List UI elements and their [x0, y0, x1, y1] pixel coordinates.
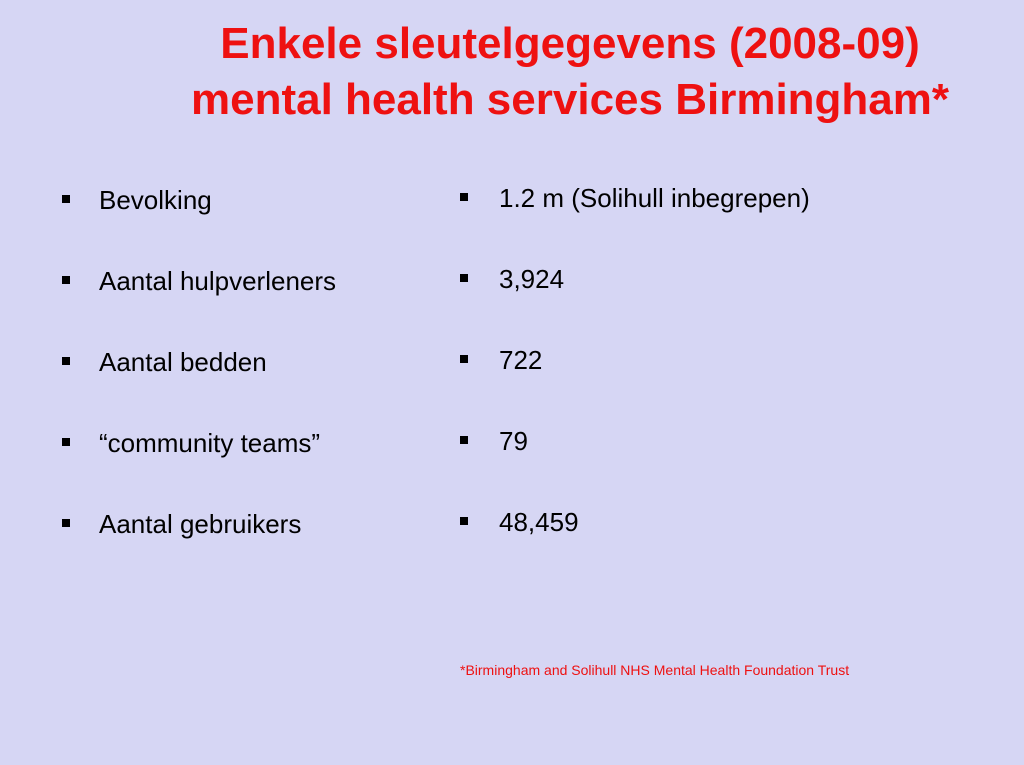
slide-title [90, 16, 1024, 128]
label-text: Bevolking [99, 185, 212, 215]
value-text: 48,459 [499, 507, 579, 537]
slide-title-line-2: mental health services Birmingham* [190, 75, 950, 124]
label-text: Aantal hulpverleners [99, 266, 337, 296]
square-bullet-icon [460, 436, 468, 444]
square-bullet-icon [62, 195, 70, 203]
value-text: 722 [499, 345, 543, 375]
square-bullet-icon [460, 517, 468, 525]
footnote: *Birmingham and Solihull NHS Mental Health Foundation Trust [460, 662, 850, 678]
label-text: Aantal bedden [99, 347, 267, 377]
square-bullet-icon [62, 519, 70, 527]
square-bullet-icon [460, 355, 468, 363]
value-text: 1.2 m (Solihull inbegrepen) [499, 183, 810, 213]
square-bullet-icon [460, 193, 468, 201]
slide-title-line-1: Enkele sleutelgegevens (2008-09) [220, 19, 920, 68]
label-text: “community teams” [99, 428, 321, 458]
square-bullet-icon [62, 276, 70, 284]
square-bullet-icon [62, 357, 70, 365]
value-text: 79 [499, 426, 528, 456]
label-text: Aantal gebruikers [99, 509, 302, 539]
value-text: 3,924 [499, 264, 565, 294]
square-bullet-icon [62, 438, 70, 446]
square-bullet-icon [460, 274, 468, 282]
